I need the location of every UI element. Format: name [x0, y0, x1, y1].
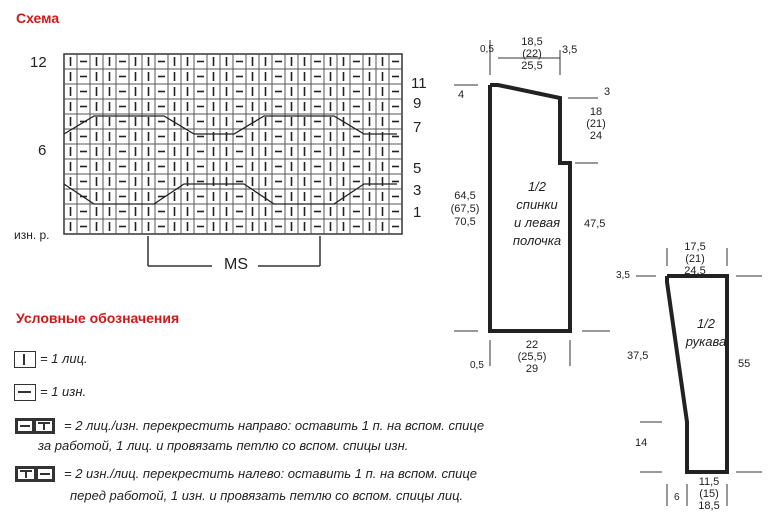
- back-length: [448, 190, 482, 229]
- legend-cross-left-line1: = 2 изн./лиц. перекрестить налево: оставить 1 п. на вспом. спице: [64, 466, 478, 481]
- legend-purl: = 1 изн.: [40, 384, 87, 399]
- sleeve-pattern-drawing: [610, 240, 772, 520]
- cross-right-symbol-icon: [14, 417, 56, 435]
- row-number-6: 6: [38, 142, 47, 159]
- sleeve-length: 55: [738, 358, 751, 370]
- legend-cross-left-line2: перед работой, 1 изн. и провязать петлю со вспом. спицы лиц.: [70, 488, 464, 503]
- sleeve-top: [678, 241, 712, 277]
- sleeve-cuff: 14: [635, 437, 648, 449]
- back-length-3: 70,5: [454, 216, 476, 228]
- back-bottom-1: 22: [525, 339, 539, 351]
- back-label-1: 1/2: [527, 179, 547, 194]
- back-length-1: 64,5: [454, 190, 476, 202]
- back-top-width-value: 18,5: [521, 36, 543, 48]
- back-armhole-3: 24: [589, 130, 603, 142]
- knitting-chart-grid: [60, 50, 405, 240]
- row-number-3: 3: [413, 182, 422, 199]
- wrong-side-label: изн. р.: [14, 228, 50, 242]
- legend-cross-right-line1: = 2 лиц./изн. перекрестить направо: оставить 1 п. на вспом. спице: [64, 418, 485, 433]
- back-top-width-alt1: (22): [522, 48, 542, 60]
- back-hem: 0,5: [470, 360, 484, 371]
- sleeve-label-2: рукава: [685, 334, 727, 349]
- repeat-label: MS: [224, 256, 248, 273]
- row-number-9: 9: [413, 95, 422, 112]
- sleeve-top-2: (21): [685, 253, 705, 265]
- back-bottom: [514, 339, 550, 375]
- row-number-1: 1: [413, 204, 422, 221]
- sleeve-top-3: 24,5: [684, 265, 706, 277]
- cross-left-symbol-icon: [14, 465, 56, 483]
- back-armhole: [584, 106, 608, 142]
- back-top-right: 3,5: [562, 44, 578, 56]
- sleeve-bottom-1: 11,5: [698, 476, 720, 488]
- row-number-11: 11: [411, 75, 427, 92]
- knit-symbol-icon: [14, 351, 36, 368]
- legend-title: Условные обозначения: [16, 310, 180, 326]
- legend-knit: = 1 лиц.: [40, 351, 88, 366]
- back-armhole-1: 18: [589, 106, 603, 118]
- sleeve-top-1: 17,5: [684, 241, 706, 253]
- back-side: 47,5: [584, 218, 606, 230]
- back-armhole-2: (21): [586, 118, 606, 130]
- legend-cross-right-line2: за работой, 1 лиц. и провязать петлю со вспом. спицы изн.: [38, 438, 409, 453]
- sleeve-label-1: 1/2: [696, 316, 716, 331]
- scheme-title: Схема: [16, 10, 60, 26]
- sleeve-pattern-label: [680, 315, 732, 351]
- back-top-width: [514, 36, 550, 72]
- sleeve-cap: 3,5: [616, 270, 630, 281]
- sleeve-bottom-3: 18,5: [698, 500, 720, 512]
- back-top-width-alt2: 25,5: [521, 60, 543, 72]
- back-pattern-label: [500, 178, 574, 250]
- row-number-7: 7: [413, 119, 422, 136]
- purl-symbol-icon: [14, 384, 36, 401]
- back-top-neck: 0,5: [480, 44, 494, 55]
- back-length-2: (67,5): [450, 203, 480, 215]
- back-arm-right-top: 3: [604, 86, 611, 98]
- sleeve-side-left: 37,5: [627, 350, 649, 362]
- back-label-2: спинки: [516, 197, 558, 212]
- row-number-5: 5: [413, 160, 422, 177]
- back-label-4: полочка: [512, 233, 562, 248]
- back-label-3: и левая: [513, 215, 561, 230]
- sleeve-bottom: [694, 476, 724, 512]
- back-bottom-3: 29: [525, 363, 539, 375]
- sleeve-bottom-2: (15): [699, 488, 719, 500]
- back-bottom-2: (25,5): [517, 351, 547, 363]
- back-shoulder: 4: [458, 89, 465, 101]
- sleeve-bottom-left: 6: [674, 492, 680, 503]
- row-number-12: 12: [30, 54, 47, 71]
